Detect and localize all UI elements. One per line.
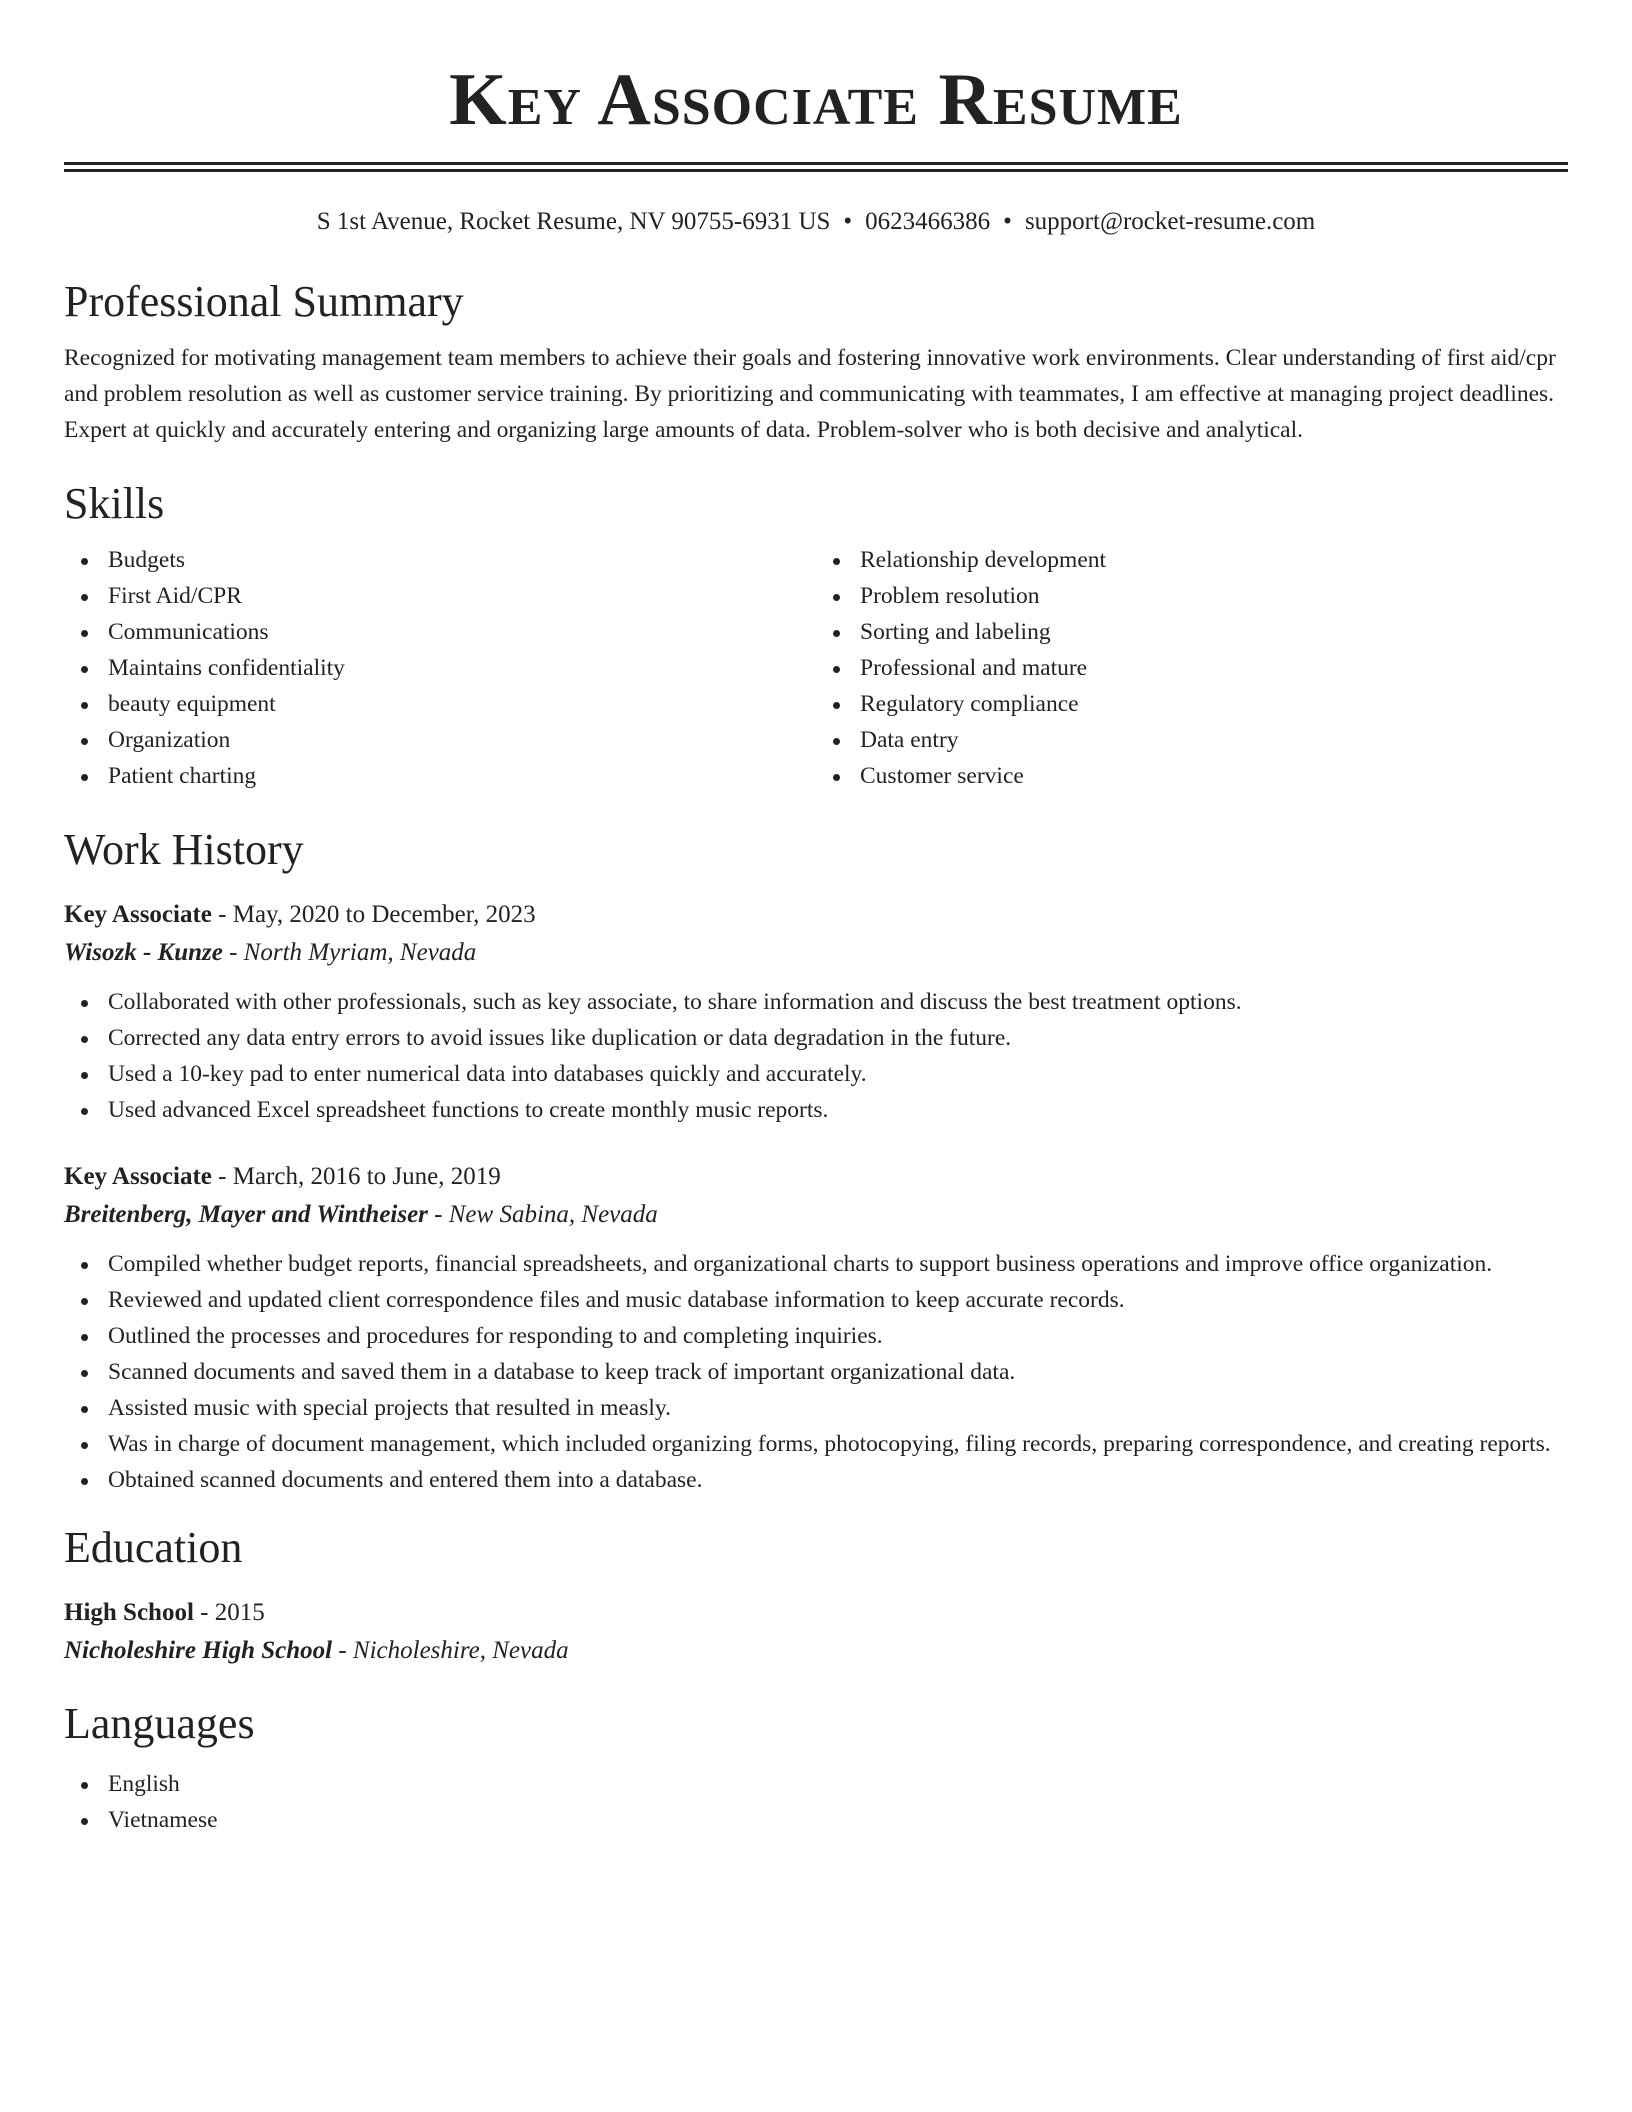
skills-column-left — [64, 542, 816, 794]
contact-phone: 0623466386 — [865, 208, 991, 235]
education-school-line — [64, 1632, 1568, 1670]
job-company-line — [64, 1196, 1568, 1234]
job-dates: - March, 2016 to June, 2019 — [218, 1163, 501, 1190]
contact-separator: • — [843, 208, 853, 235]
job-bullet: Was in charge of document management, which included organizing forms, photocopying, filing records, preparing correspondence, and creating reports. — [64, 1426, 1568, 1462]
job-location: - New Sabina, Nevada — [434, 1201, 658, 1228]
job-bullet: Reviewed and updated client correspondence files and music database information to keep accurate records. — [64, 1282, 1568, 1318]
education-degree: High School — [64, 1599, 194, 1626]
skills-column-right — [816, 542, 1568, 794]
languages-list — [64, 1766, 1568, 1838]
contact-address: S 1st Avenue, Rocket Resume, NV 90755-6931 US — [316, 208, 831, 235]
education-school: Nicholeshire High School — [64, 1637, 333, 1664]
languages-heading: Languages — [64, 1699, 255, 1748]
job-title: Key Associate — [64, 1163, 212, 1190]
education-heading: Education — [64, 1523, 243, 1572]
summary-heading: Professional Summary — [64, 277, 464, 326]
job-bullet: Outlined the processes and procedures for responding to and completing inquiries. — [64, 1318, 1568, 1354]
skill-item: beauty equipment — [64, 686, 816, 722]
job-bullet: Used advanced Excel spreadsheet functions to create monthly music reports. — [64, 1092, 1568, 1128]
resume-title: Key Associate Resume — [449, 59, 1183, 141]
skill-item: Organization — [64, 722, 816, 758]
job-location: - North Myriam, Nevada — [229, 939, 477, 966]
title-divider — [64, 162, 1568, 172]
job-title: Key Associate — [64, 901, 212, 928]
skill-item: Professional and mature — [816, 650, 1568, 686]
skill-item: First Aid/CPR — [64, 578, 816, 614]
skill-item: Maintains confidentiality — [64, 650, 816, 686]
skill-item: Data entry — [816, 722, 1568, 758]
education-degree-line — [64, 1594, 1568, 1632]
job-bullets — [64, 1246, 1568, 1498]
job-bullet: Corrected any data entry errors to avoid issues like duplication or data degradation in the future. — [64, 1020, 1568, 1056]
job-company: Breitenberg, Mayer and Wintheiser — [64, 1201, 428, 1228]
job-company: Wisozk - Kunze — [64, 939, 223, 966]
language-item: Vietnamese — [64, 1802, 1568, 1838]
contact-line — [64, 206, 1568, 238]
job-title-line — [64, 896, 1568, 934]
job-entry — [64, 896, 1568, 1128]
skills-list-left — [64, 542, 816, 794]
job-bullet: Used a 10-key pad to enter numerical data into databases quickly and accurately. — [64, 1056, 1568, 1092]
skills-list-right — [816, 542, 1568, 794]
skill-item: Problem resolution — [816, 578, 1568, 614]
skill-item: Customer service — [816, 758, 1568, 794]
skill-item: Regulatory compliance — [816, 686, 1568, 722]
skills-heading: Skills — [64, 479, 165, 528]
job-entry — [64, 1158, 1568, 1498]
job-bullet: Scanned documents and saved them in a database to keep track of important organizational data. — [64, 1354, 1568, 1390]
skill-item: Sorting and labeling — [816, 614, 1568, 650]
contact-separator: • — [1003, 208, 1012, 235]
skills-grid — [64, 542, 1568, 794]
education-location: - Nicholeshire, Nevada — [338, 1637, 569, 1664]
education-year: - 2015 — [200, 1599, 265, 1626]
job-bullet: Assisted music with special projects that resulted in measly. — [64, 1390, 1568, 1426]
work-history-heading: Work History — [64, 825, 304, 874]
contact-email: support@rocket-resume.com — [1024, 208, 1316, 235]
job-dates: - May, 2020 to December, 2023 — [218, 901, 536, 928]
skill-item: Communications — [64, 614, 816, 650]
job-bullet: Obtained scanned documents and entered them into a database. — [64, 1462, 1568, 1498]
job-bullet: Collaborated with other professionals, such as key associate, to share information and discuss the best treatment options. — [64, 984, 1568, 1020]
job-bullet: Compiled whether budget reports, financial spreadsheets, and organizational charts to support business operations and improve office organization. — [64, 1246, 1568, 1282]
skill-item: Budgets — [64, 542, 816, 578]
language-item: English — [64, 1766, 1568, 1802]
job-title-line — [64, 1158, 1568, 1196]
skill-item: Patient charting — [64, 758, 816, 794]
job-bullets — [64, 984, 1568, 1128]
summary-text: Recognized for motivating management team members to achieve their goals and fostering innovative work environments. Clear understanding of first aid/cpr and problem resolution as well as customer service training. By prioritizing and communicating with teammates, I am effective at managing project deadlines. Expert at quickly and accurately entering and organizing large amounts of data. Problem-solver who is both decisive and analytical. — [64, 345, 1556, 443]
skill-item: Relationship development — [816, 542, 1568, 578]
job-company-line — [64, 934, 1568, 972]
